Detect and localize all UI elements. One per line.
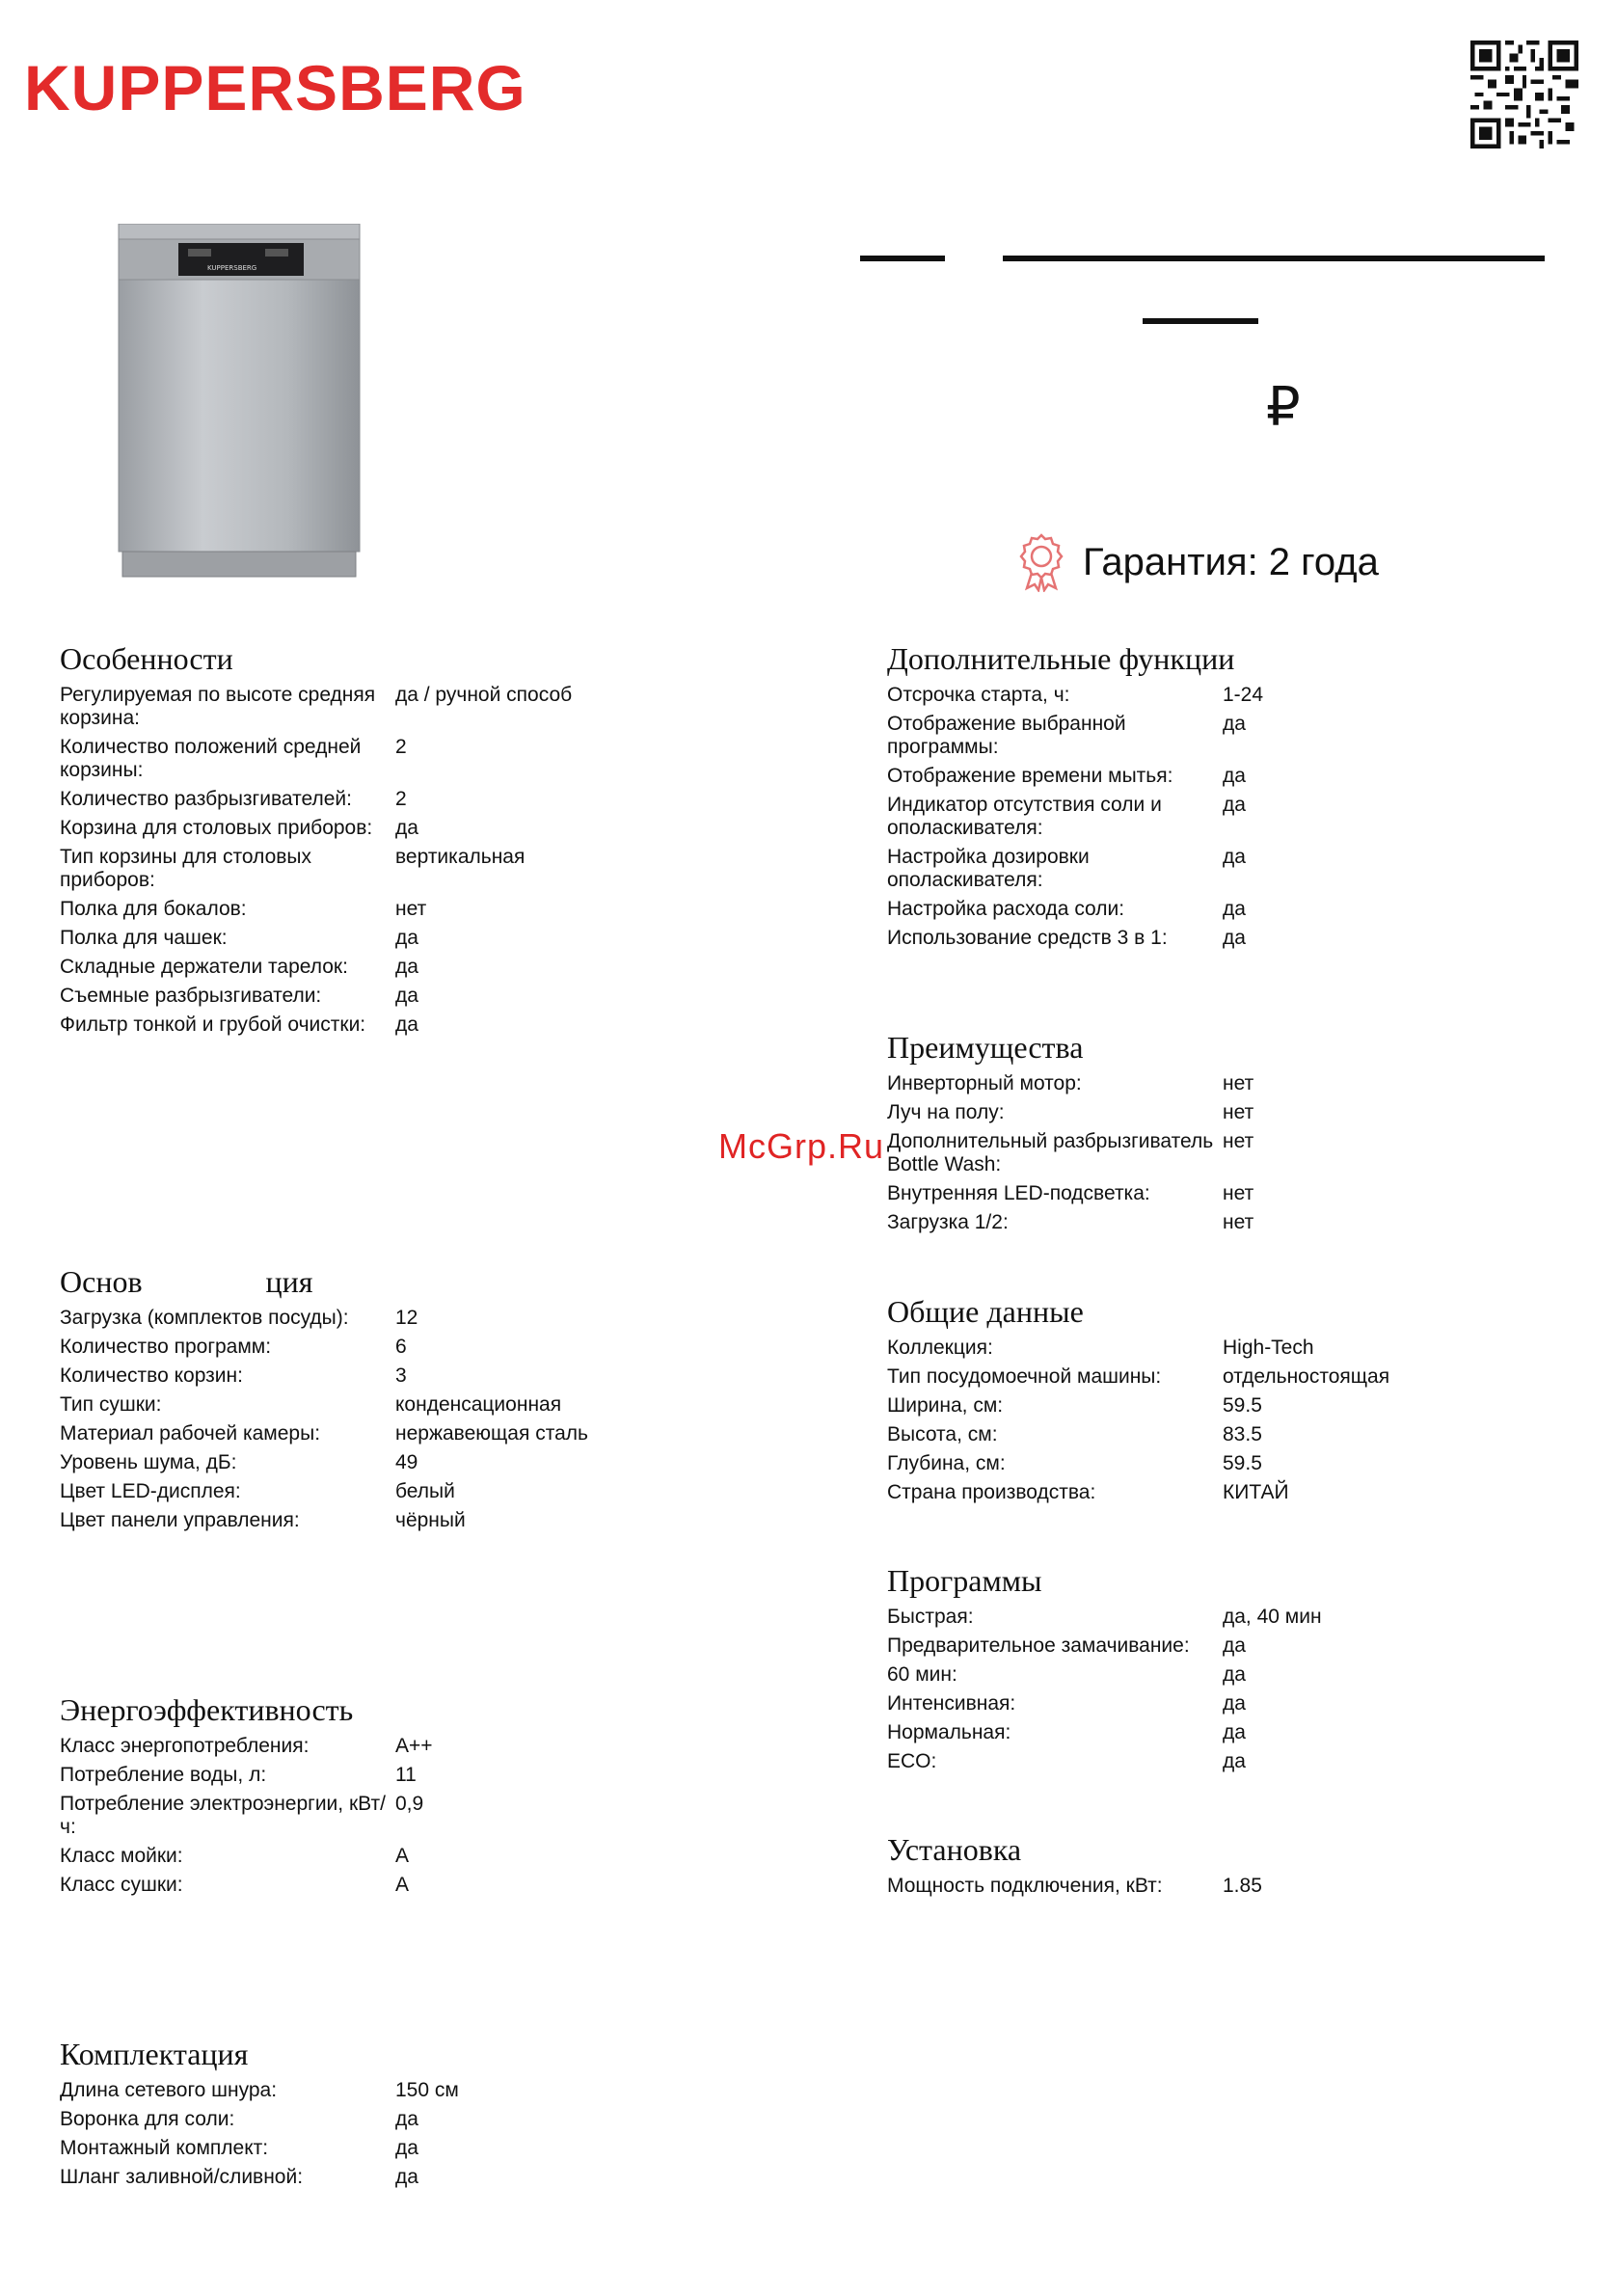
spec-row xyxy=(887,1692,1581,1715)
spec-row xyxy=(60,898,754,921)
spec-label: Количество положений средней корзины: xyxy=(60,736,362,781)
spec-label: Инверторный мотор: xyxy=(887,1072,1082,1094)
spec-row xyxy=(887,1182,1581,1205)
spec-row xyxy=(887,794,1581,840)
spec-label: Глубина, см: xyxy=(887,1452,1006,1474)
spec-label: Фильтр тонкой и грубой очистки: xyxy=(60,1013,366,1036)
spec-row xyxy=(887,1606,1581,1629)
spec-value: да xyxy=(1223,927,1246,949)
brand-logo: KUPPERSBERG xyxy=(24,52,526,123)
spec-row xyxy=(887,927,1581,950)
section-features xyxy=(60,639,754,1042)
spec-label: Интенсивная: xyxy=(887,1692,1016,1715)
spec-value: отдельностоящая xyxy=(1223,1365,1390,1388)
dishwasher-image xyxy=(111,224,366,579)
spec-value: да xyxy=(1223,1663,1246,1686)
spec-row xyxy=(887,765,1581,788)
spec-list xyxy=(887,1875,1581,1898)
spec-row xyxy=(60,736,754,782)
spec-row xyxy=(887,1663,1581,1687)
spec-label: Страна производства: xyxy=(887,1481,1096,1503)
spec-row xyxy=(887,1337,1581,1360)
warranty xyxy=(1017,532,1379,592)
spec-value: 59.5 xyxy=(1223,1394,1262,1417)
spec-row xyxy=(60,1735,754,1758)
spec-value: да xyxy=(1223,846,1246,868)
spec-value: конденсационная xyxy=(395,1393,562,1416)
spec-list xyxy=(887,1606,1581,1773)
price-bar-2 xyxy=(1003,256,1545,261)
spec-value: 49 xyxy=(395,1451,418,1473)
section-advantages xyxy=(887,1028,1581,1240)
spec-label: Тип посудомоечной машины: xyxy=(887,1365,1162,1388)
spec-label: Дополнительный разбрызгиватель Bottle Wash: xyxy=(887,1130,1214,1175)
spec-value: нет xyxy=(1223,1101,1254,1123)
spec-row xyxy=(60,1013,754,1037)
spec-label: Цвет LED-дисплея: xyxy=(60,1480,241,1502)
spec-value: да xyxy=(395,1013,418,1036)
price-bar-1 xyxy=(860,256,945,261)
spec-value: A++ xyxy=(395,1735,433,1757)
section-energy xyxy=(60,1690,754,1903)
spec-value: да xyxy=(1223,1750,1246,1772)
qr-code xyxy=(1470,41,1578,149)
spec-list xyxy=(887,1072,1581,1234)
spec-value: да xyxy=(1223,794,1246,816)
spec-label: Настройка расхода соли: xyxy=(887,898,1125,920)
spec-value: 11 xyxy=(395,1764,417,1786)
spec-value: 59.5 xyxy=(1223,1452,1262,1474)
spec-row xyxy=(60,817,754,840)
spec-row xyxy=(887,1750,1581,1773)
spec-list xyxy=(60,1735,754,1897)
price-bar-3 xyxy=(1143,318,1258,324)
spec-label: Материал рабочей камеры: xyxy=(60,1422,321,1445)
spec-value: да xyxy=(395,927,418,949)
spec-row xyxy=(60,1307,754,1330)
spec-value: да xyxy=(395,2108,418,2130)
spec-label: Потребление электроэнергии, кВт/ч: xyxy=(60,1793,386,1838)
spec-label: Отображение времени мытья: xyxy=(887,765,1173,787)
spec-list xyxy=(60,1307,754,1532)
spec-label: Воронка для соли: xyxy=(60,2108,235,2130)
spec-row xyxy=(60,1336,754,1359)
rosette-icon xyxy=(1017,532,1065,592)
spec-label: Внутренняя LED-подсветка: xyxy=(887,1182,1150,1204)
spec-value: A xyxy=(395,1874,410,1896)
spec-row xyxy=(60,2079,754,2102)
spec-value: 6 xyxy=(395,1336,407,1358)
spec-label: Отсрочка старта, ч: xyxy=(887,684,1070,706)
spec-value: нет xyxy=(395,898,427,920)
spec-label: Количество корзин: xyxy=(60,1364,243,1387)
section-general xyxy=(887,1292,1581,1510)
warranty-text: Гарантия: 2 года xyxy=(1083,540,1379,583)
spec-label: Длина сетевого шнура: xyxy=(60,2079,278,2101)
spec-value: 12 xyxy=(395,1307,418,1329)
section-kit xyxy=(60,2035,754,2195)
spec-value: 1.85 xyxy=(1223,1875,1262,1897)
spec-row xyxy=(60,1393,754,1417)
spec-label: Количество разбрызгивателей: xyxy=(60,788,352,810)
spec-value: 3 xyxy=(395,1364,407,1387)
spec-label: Уровень шума, дБ: xyxy=(60,1451,237,1473)
spec-row xyxy=(60,1364,754,1388)
spec-label: Луч на полу: xyxy=(887,1101,1005,1123)
spec-value: КИТАЙ xyxy=(1223,1481,1289,1503)
section-title: Особенности xyxy=(60,641,233,676)
section-title: Дополнительные функции xyxy=(887,641,1235,676)
spec-value: да xyxy=(1223,713,1246,735)
spec-row xyxy=(60,2137,754,2160)
spec-value: да xyxy=(1223,1692,1246,1715)
spec-row xyxy=(60,2166,754,2189)
section-title: Основ ция xyxy=(60,1264,313,1299)
currency-symbol: ₽ xyxy=(1266,376,1301,439)
spec-label: Коллекция: xyxy=(887,1337,993,1359)
spec-label: Складные держатели тарелок: xyxy=(60,956,348,978)
spec-value: 83.5 xyxy=(1223,1423,1262,1445)
spec-row xyxy=(887,713,1581,759)
spec-value: нет xyxy=(1223,1130,1254,1152)
spec-value: 2 xyxy=(395,788,407,810)
spec-row xyxy=(60,1480,754,1503)
spec-value: 0,9 xyxy=(395,1793,424,1815)
spec-row xyxy=(887,846,1581,892)
spec-value: да xyxy=(395,817,418,839)
spec-value: да xyxy=(1223,765,1246,787)
spec-row xyxy=(60,788,754,811)
spec-row xyxy=(887,1101,1581,1124)
section-programs xyxy=(887,1561,1581,1779)
spec-label: Цвет панели управления: xyxy=(60,1509,300,1531)
spec-value: чёрный xyxy=(395,1509,466,1531)
spec-value: да xyxy=(395,2137,418,2159)
spec-list xyxy=(887,684,1581,950)
spec-label: Предварительное замачивание: xyxy=(887,1634,1190,1657)
spec-value: нет xyxy=(1223,1211,1254,1233)
section-title: Установка xyxy=(887,1832,1022,1867)
spec-label: Ширина, см: xyxy=(887,1394,1004,1417)
spec-row xyxy=(60,1793,754,1839)
spec-value: да xyxy=(1223,898,1246,920)
spec-label: Тип сушки: xyxy=(60,1393,162,1416)
spec-value: High-Tech xyxy=(1223,1337,1314,1359)
spec-label: Класс мойки: xyxy=(60,1845,183,1867)
spec-label: ECO: xyxy=(887,1750,937,1772)
spec-label: Полка для чашек: xyxy=(60,927,228,949)
spec-value: да xyxy=(1223,1634,1246,1657)
spec-row xyxy=(887,1452,1581,1475)
spec-label: Класс сушки: xyxy=(60,1874,183,1896)
svg-text:KUPPERSBERG: KUPPERSBERG xyxy=(207,264,257,272)
spec-row xyxy=(60,846,754,892)
spec-label: Регулируемая по высоте средняя корзина: xyxy=(60,684,376,729)
watermark: McGrp.Ru xyxy=(718,1126,885,1166)
spec-row xyxy=(887,1130,1581,1176)
spec-label: Отображение выбранной программы: xyxy=(887,713,1126,758)
spec-value: 150 см xyxy=(395,2079,459,2101)
spec-row xyxy=(60,956,754,979)
spec-label: Количество программ: xyxy=(60,1336,272,1358)
spec-label: Использование средств 3 в 1: xyxy=(887,927,1168,949)
spec-row xyxy=(887,1634,1581,1658)
spec-value: нержавеющая сталь xyxy=(395,1422,588,1445)
spec-label: Шланг заливной/сливной: xyxy=(60,2166,304,2188)
spec-value: белый xyxy=(395,1480,455,1502)
section-title: Комплектация xyxy=(60,2037,249,2071)
section-title: Энергоэффективность xyxy=(60,1692,354,1727)
spec-value: да xyxy=(395,985,418,1007)
spec-row xyxy=(60,1451,754,1474)
spec-value: 1-24 xyxy=(1223,684,1264,706)
spec-value: да xyxy=(395,956,418,978)
spec-label: Загрузка 1/2: xyxy=(887,1211,1009,1233)
spec-value: да xyxy=(395,2166,418,2188)
spec-label: Высота, см: xyxy=(887,1423,998,1445)
spec-label: Корзина для столовых приборов: xyxy=(60,817,373,839)
spec-label: Полка для бокалов: xyxy=(60,898,247,920)
spec-row xyxy=(60,1764,754,1787)
spec-row xyxy=(60,1845,754,1868)
spec-row xyxy=(887,1875,1581,1898)
section-extra xyxy=(887,639,1581,956)
section-title: Программы xyxy=(887,1563,1042,1598)
spec-row xyxy=(887,1423,1581,1446)
spec-value: да, 40 мин xyxy=(1223,1606,1322,1628)
spec-row xyxy=(887,684,1581,707)
spec-label: Тип корзины для столовых приборов: xyxy=(60,846,312,891)
spec-list xyxy=(887,1337,1581,1504)
spec-label: Индикатор отсутствия соли и ополаскивателя: xyxy=(887,794,1162,839)
spec-value: вертикальная xyxy=(395,846,526,868)
spec-label: Загрузка (комплектов посуды): xyxy=(60,1307,349,1329)
section-title: Общие данные xyxy=(887,1294,1084,1329)
spec-value: нет xyxy=(1223,1072,1254,1094)
spec-list xyxy=(60,2079,754,2189)
spec-value: A xyxy=(395,1845,410,1867)
section-install xyxy=(887,1830,1581,1904)
spec-row xyxy=(60,1509,754,1532)
section-title: Преимущества xyxy=(887,1030,1084,1065)
spec-label: Потребление воды, л: xyxy=(60,1764,267,1786)
spec-row xyxy=(60,1422,754,1445)
spec-label: Класс энергопотребления: xyxy=(60,1735,310,1757)
spec-row xyxy=(60,2108,754,2131)
spec-row xyxy=(887,1072,1581,1095)
spec-label: Съемные разбрызгиватели: xyxy=(60,985,322,1007)
spec-label: Быстрая: xyxy=(887,1606,974,1628)
spec-list xyxy=(60,684,754,1037)
spec-row xyxy=(60,1874,754,1897)
spec-label: Нормальная: xyxy=(887,1721,1011,1743)
spec-value: да / ручной способ xyxy=(395,684,573,706)
spec-row xyxy=(60,684,754,730)
spec-row xyxy=(887,1365,1581,1389)
section-main xyxy=(60,1262,754,1538)
spec-label: Монтажный комплект: xyxy=(60,2137,269,2159)
spec-label: 60 мин: xyxy=(887,1663,957,1686)
spec-row xyxy=(887,898,1581,921)
spec-row xyxy=(887,1721,1581,1744)
spec-label: Настройка дозировки ополаскивателя: xyxy=(887,846,1090,891)
spec-value: 2 xyxy=(395,736,407,758)
spec-row xyxy=(887,1481,1581,1504)
spec-value: нет xyxy=(1223,1182,1254,1204)
spec-row xyxy=(887,1394,1581,1418)
spec-row xyxy=(887,1211,1581,1234)
spec-value: да xyxy=(1223,1721,1246,1743)
spec-row xyxy=(60,985,754,1008)
spec-label: Мощность подключения, кВт: xyxy=(887,1875,1163,1897)
spec-row xyxy=(60,927,754,950)
